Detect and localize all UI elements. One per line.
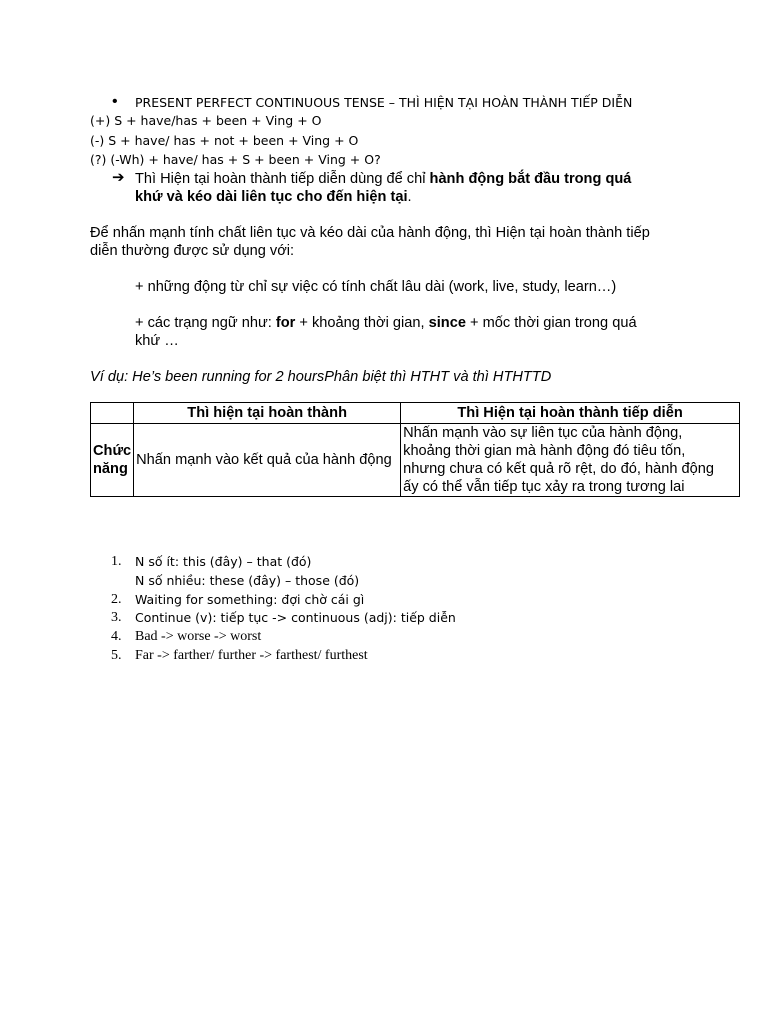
table-cell-present-perfect-continuous: Nhấn mạnh vào sự liên tục của hành động, khoảng thời gian mà hành động đó tiêu tốn, nhưng chưa có kết quả rõ rệt, do đó, hành động ấy có thể vẫn tiếp tục xảy ra trong tương lai	[401, 424, 740, 497]
emphasis-line-1: Để nhấn mạnh tính chất liên tục và kéo dài của hành động, thì Hiện tại hoàn thành tiếp	[90, 225, 650, 241]
list-item: 5. Far -> farther/ further -> farthest/ furthest	[111, 647, 368, 663]
usage-line-1: Thì Hiện tại hoàn thành tiếp diễn dùng để chỉ hành động bắt đầu trong quá	[135, 171, 632, 187]
formula-negative: (-) S + have/ has + not + been + Ving + O	[90, 133, 359, 148]
list-bullet: •	[112, 93, 118, 110]
list-item: 1. N số ít: this (đây) – that (đó) N số nhiều: these (đây) – those (đó)	[111, 554, 360, 588]
emphasis-line-2: diễn thường được sử dụng với:	[90, 243, 295, 259]
usage-line-2: khứ và kéo dài liên tục cho đến hiện tại.	[135, 189, 412, 205]
table-cell-present-perfect: Nhấn mạnh vào kết quả của hành động	[134, 424, 401, 497]
table-header-empty	[91, 403, 134, 424]
signal-verbs: + những động từ chỉ sự việc có tính chất lâu dài (work, live, study, learn…)	[135, 279, 617, 295]
table-row-label: Chức năng	[91, 424, 134, 497]
tense-title: PRESENT PERFECT CONTINUOUS TENSE – THÌ HIỆN TẠI HOÀN THÀNH TIẾP DIỄN	[135, 95, 633, 110]
table-header-present-perfect-continuous: Thì Hiện tại hoàn thành tiếp diễn	[401, 403, 740, 424]
formula-question: (?) (-Wh) + have/ has + S + been + Ving + O?	[90, 152, 381, 167]
arrow-icon: ➔	[112, 169, 125, 186]
list-item: 3. Continue (v): tiếp tục -> continuous (adj): tiếp diễn	[111, 610, 456, 626]
table-header-present-perfect: Thì hiện tại hoàn thành	[134, 403, 401, 424]
formula-positive: (+) S + have/has + been + Ving + O	[90, 113, 322, 128]
table-row	[91, 424, 740, 497]
comparison-table	[90, 402, 740, 497]
vocabulary-notes-list	[98, 553, 456, 666]
table-header-row	[91, 403, 740, 424]
signal-adverbs-line-2: khứ …	[135, 333, 179, 349]
list-item: 4. Bad -> worse -> worst	[111, 629, 262, 645]
example-sentence: Ví dụ: He’s been running for 2 hoursPhân biệt thì HTHT và thì HTHTTD	[90, 369, 552, 385]
list-item: 2. Waiting for something: đợi chờ cái gì	[111, 591, 365, 607]
signal-adverbs-line-1: + các trạng ngữ như: for + khoảng thời gian, since + mốc thời gian trong quá	[135, 315, 637, 331]
